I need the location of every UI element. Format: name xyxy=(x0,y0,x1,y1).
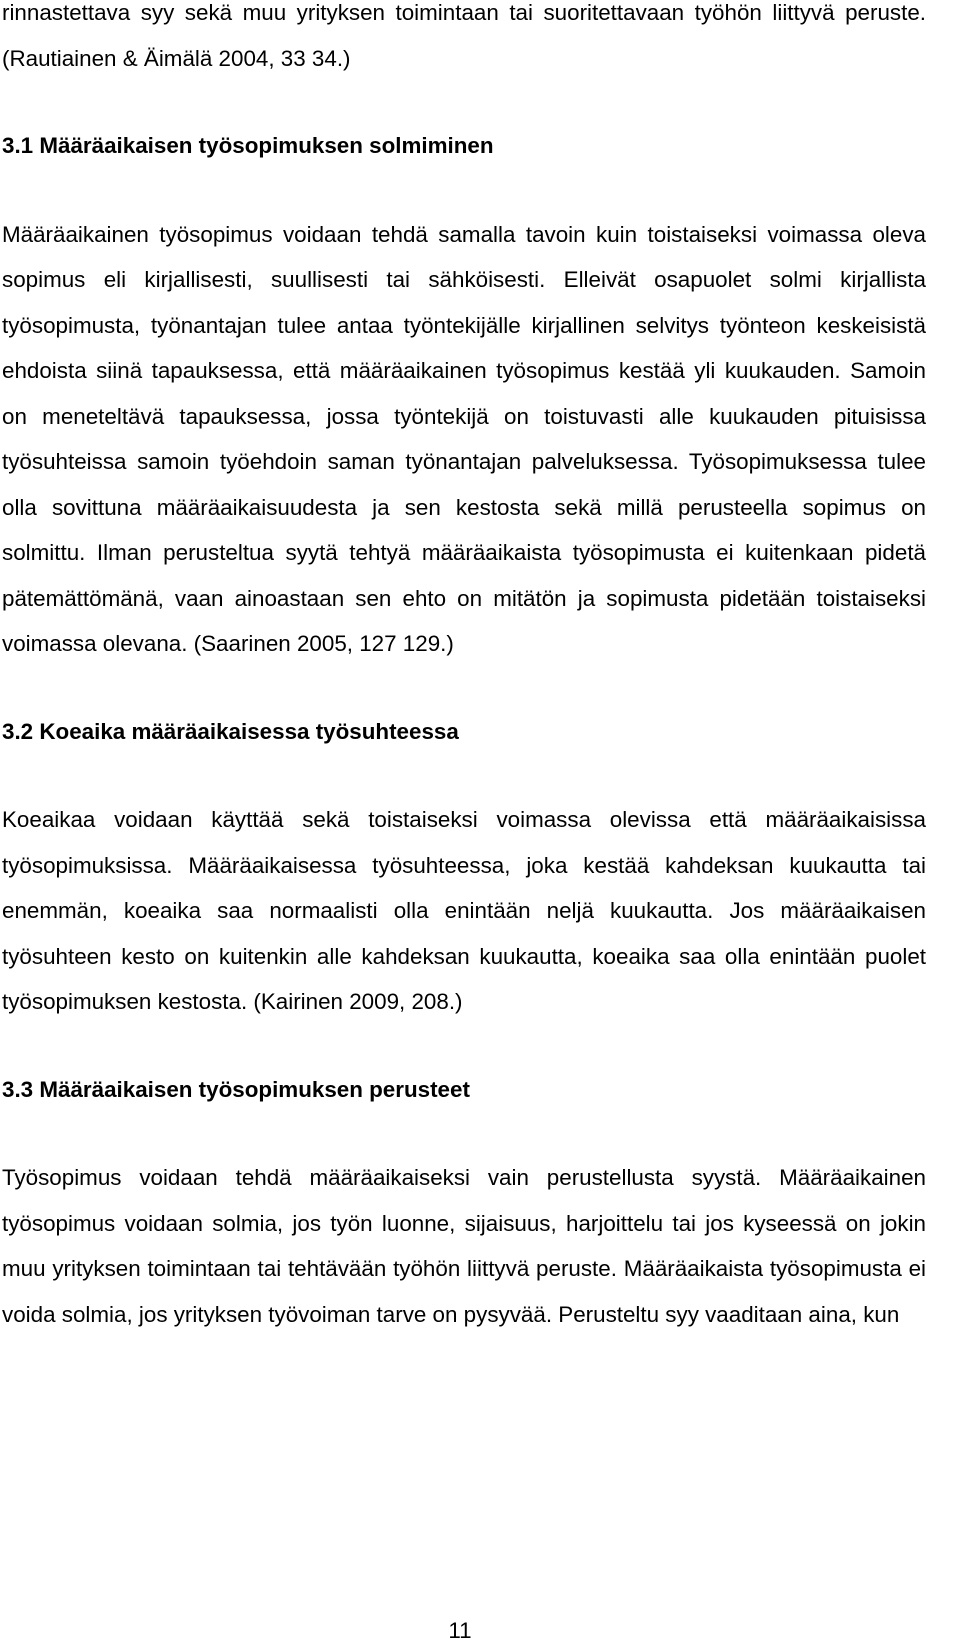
section-paragraph-3-3: Työsopimus voidaan tehdä määräaikaiseksi vain perustellusta syystä. Määräaikainen työsopimus voidaan solmia, jos työn luonne, sijaisuus, harjoittelu tai jos kyseessä on jokin muu yrityksen toimintaan tai tehtävään työhön liittyvä peruste. Määräaikaista työsopimusta ei voida solmia, jos yrityksen työvoiman tarve on pysyvää. Perusteltu syy vaaditaan aina, kun xyxy=(2,1165,926,1327)
spacer xyxy=(2,1025,926,1067)
spacer xyxy=(2,81,926,123)
section-paragraph-3-1: Määräaikainen työsopimus voidaan tehdä samalla tavoin kuin toistaiseksi voimassa oleva sopimus eli kirjallisesti, suullisesti tai sähköisesti. Elleivät osapuolet solmi kirjallista työsopimusta, työnantajan tulee antaa työntekijälle kirjallinen selvitys työnteon keskeisistä ehdoista siinä tapauksessa, että määräaikainen työsopimus kestää yli kuukauden. Samoin on meneteltävä tapauksessa, jossa työntekijä on toistuvasti alle kuukauden pituisissa työsuhteissa samoin työehdoin saman työnantajan palveluksessa. Työsopimuksessa tulee olla sovittuna määräaikaisuudesta ja sen kestosta sekä millä perusteella sopimus on solmittu. Ilman perusteltua syytä tehtyä määräaikaista työsopimusta ei kuitenkaan pidetä pätemättömänä, vaan ainoastaan sen ehto on mitätön ja sopimusta pidetään toistaiseksi voimassa olevana. (Saarinen 2005, 127 129.) xyxy=(2,221,926,656)
section-paragraph-3-2: Koeaikaa voidaan käyttää sekä toistaiseksi voimassa olevissa että määräaikaisissa työsopimuksissa. Määräaikaisessa työsuhteessa, joka kestää kahdeksan kuukautta tai enemmän, koeaika saa normaalisti olla enintään neljä kuukautta. Jos määräaikaisen työsuhteen kesto on kuitenkin alle kahdeksan kuukautta, koeaika saa olla enintään puolet työsopimuksen kestosta. (Kairinen 2009, 208.) xyxy=(2,807,926,1014)
page-number: 11 xyxy=(448,1618,472,1643)
spacer xyxy=(2,754,926,797)
section-heading-3-2: 3.2 Koeaika määräaikaisessa työsuhteessa xyxy=(2,718,459,744)
spacer xyxy=(2,667,926,709)
spacer xyxy=(2,169,926,212)
page-content xyxy=(2,0,926,1337)
section-heading-3-1: 3.1 Määräaikaisen työsopimuksen solmiminen xyxy=(2,133,494,158)
spacer xyxy=(2,1112,926,1155)
section-heading-3-3: 3.3 Määräaikaisen työsopimuksen perusteet xyxy=(2,1076,470,1102)
intro-paragraph-tail: rinnastettava syy sekä muu yrityksen toimintaan tai suoritettavaan työhön liittyvä peruste. (Rautiainen & Äimälä 2004, 33 34.) xyxy=(2,0,926,71)
